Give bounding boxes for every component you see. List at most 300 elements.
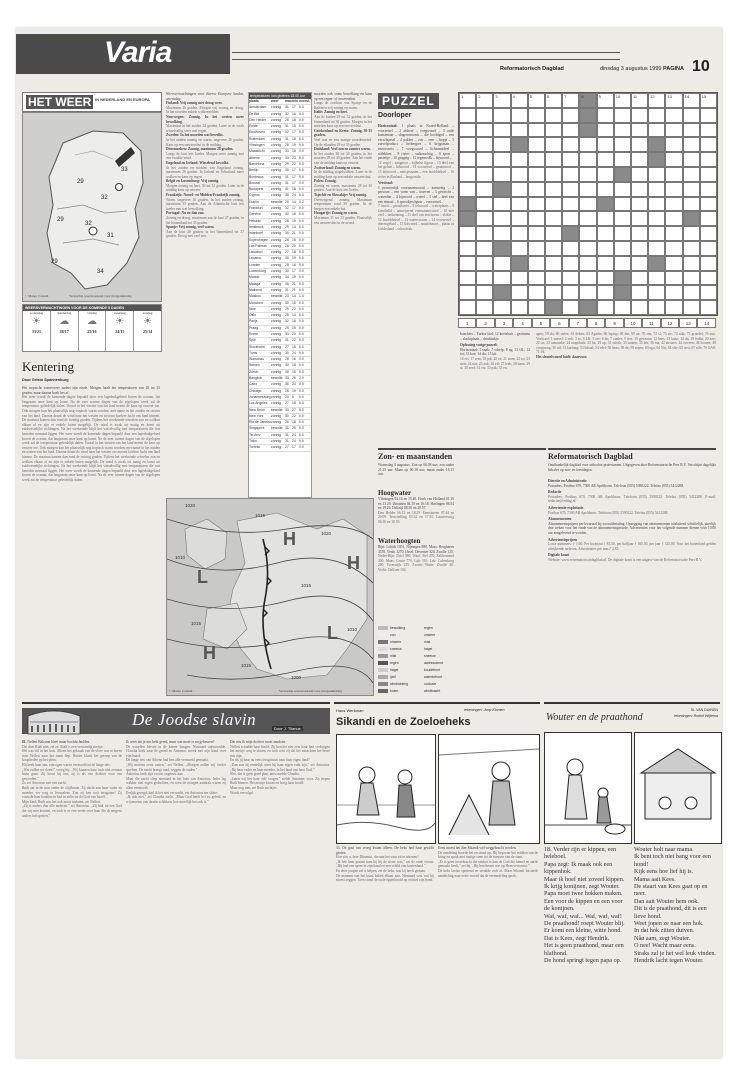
- table-cell: 26: [285, 420, 289, 425]
- table-cell: Praag: [249, 325, 259, 330]
- table-cell: 17: [292, 105, 296, 110]
- legend-value: koudefront: [424, 667, 441, 672]
- legend-label: hagel: [390, 667, 399, 672]
- crossword-cell: [665, 211, 682, 226]
- puzzle-col3: konchets – Turkse titel; 12 koetshuis – gezinnen – slachtplaats – drinkbakje. Oplossing vorige puzzel: Horizontaal: 1 snak; 7 schelp; 8 eg; 11 OL; 12 tot; 13 koe; 14 dis; 15 kit. 16 eis; 17 rem; 18 pal; 20 os; 21 stam; 22 zo; 23 sten; 24 uur; 25 aak; 26 elf; 27 leek; 28 haan; 29 si; 30 zeef; 31 ets; 32 pak; 33 en.: [460, 332, 530, 371]
- crossword-cell: [528, 300, 545, 315]
- table-cell: zonnig: [271, 369, 281, 374]
- crossword-cell: [597, 271, 614, 286]
- solution-cell: 5: [532, 318, 550, 328]
- crossword-cell: [459, 285, 476, 300]
- crossword-cell: [665, 256, 682, 271]
- legend-item: [378, 638, 456, 645]
- crossword-cell: [665, 108, 682, 123]
- table-cell: 0.2: [299, 199, 304, 204]
- table-cell: 33: [285, 407, 289, 412]
- crossword-cell: [614, 285, 631, 300]
- comic1-panel-2: [438, 734, 540, 844]
- comic2-line: Wouter holt naar mama.: [634, 846, 694, 853]
- crossword-cell: [665, 271, 682, 286]
- comic2-panel-2: [634, 732, 722, 844]
- crossword-number: 1: [461, 94, 464, 99]
- puzzle-verticaal-label: Verticaal:: [378, 181, 394, 186]
- table-cell: Malaga: [249, 281, 261, 286]
- crossword-cell: [493, 152, 510, 167]
- table-cell: zonnig: [271, 174, 281, 179]
- table-cell: 31: [285, 338, 289, 343]
- table-cell: Helsinki: [249, 218, 261, 223]
- map-caption: Verwachte weerstoestand voor morgenmiddag: [69, 294, 132, 299]
- table-cell: zonnig: [271, 117, 281, 122]
- table-cell: Budapest: [249, 187, 264, 192]
- table-cell: Barcelona: [249, 161, 265, 166]
- comic1-caption: Hoe ziet u, heer Dhamini, die aan het vuur zit te tekenen?: [336, 855, 419, 860]
- table-cell: zonnig: [271, 344, 281, 349]
- crossword-number: 2: [478, 94, 481, 99]
- crossword-cell: [459, 256, 476, 271]
- puzzle-col3-text: konchets – Turkse titel; 12 koetshuis – gezinnen – slachtplaats – drinkbakje.: [460, 332, 530, 341]
- comic2-line: Dat is Kees, zegt Hendrik.: [544, 934, 610, 942]
- comic2-line: In dat hok zitten duiven.: [634, 927, 695, 935]
- puzzle-col4: apen; 59 do; 60 oolee; 61 deken; 63 Agathe; 66 laptop; 68 the; 69 an; 70 ren; 72 sl; 73 ste; 74 nikt; 75 grondel; 76 sste. Verticaal: 1 snavel; 2 nok; 3 ro; 4 LK; 5 oer; 6 do; 7 cinder; 9 tros; 10 gewezen; 12 hens; 13 kano; 14 du; 19 fedha; 20 arte; 22 on; 23 tamanske; 24 mapsbuik; 25 ba; 29 op; 31 saloth; 33 zaaien; 35 leb; 36 ma; 42 akstavs; 44 eriveen; 46 loonen; 48 oorsprong; 50 nil; 51 karlong; 53 lokaal; 54 edel; 56 beaa; 58 de; 59 sepen; 60 ego; 62 Nir; 64 vlie; 65 treu; 67 nile; 70 OAS; 71 IA. Het sleutelwoord luidt: daarvoor.: [536, 332, 716, 359]
- crossword-cell: [511, 285, 528, 300]
- table-cell: Rome: [249, 331, 259, 336]
- serial-paragraph: En als jij haar nu eens terugstuurt naar haar eigen land?: [230, 758, 310, 763]
- table-cell: 0.0: [299, 445, 304, 450]
- table-cell: zonnig: [271, 363, 281, 368]
- table-cell: 0.0: [299, 262, 304, 267]
- table-cell: 30: [285, 168, 289, 173]
- isobar-label: 1015: [255, 513, 266, 518]
- table-cell: 0.0: [299, 313, 304, 318]
- table-cell: zonnig: [271, 256, 281, 261]
- crossword-cell: [648, 197, 665, 212]
- crossword-cell: [545, 167, 562, 182]
- table-cell: 0.0: [299, 319, 304, 324]
- table-cell: 30: [285, 369, 289, 374]
- serial-paragraph: Nelleri Balonne bleef maar hoofdschudden.: [27, 740, 91, 744]
- crossword-cell: [562, 300, 579, 315]
- comic2-line: Ik krijg konijnen, zegt Wouter.: [544, 883, 620, 891]
- crossword-cell: [562, 197, 579, 212]
- crossword-number: 5: [529, 94, 533, 99]
- serial-col3: Dat zou ik mijn dochter nooit aandoen. Nelleri schudde haar hoofd. Zij kon het niet over haar hart verkrijgen het meisje weg te sturen, en toch wist zij dat het misschien het beste zou zijn. En als jij haar nu eens terugstuurt naar haar eigen land? „Dan zou zij eindelijk weer bij haar eigen volk zijn," zei Antonius. „Bij haar vader en haar moeder, in het land van haar God." Nee, dat is geen goed plan, antwoordde Claudia. „Laten wij het haar zelf vragen," stelde Antonius voor. Zij riepen Ruth binnen. Het meisje kwam en boog haar hoofd. Maar nog niet, zei Ruth zachtjes. Wordt vervolgd.: [230, 740, 330, 795]
- table-cell: 36: [285, 382, 289, 387]
- table-cell: Singapore: [249, 426, 265, 431]
- crossword-cell: [597, 300, 614, 315]
- table-cell: 19: [292, 256, 296, 261]
- crossword-cell: [648, 137, 665, 152]
- zon-maan-title: Zon- en maanstanden: [378, 452, 453, 461]
- crossword-cell: [459, 137, 476, 152]
- rd-section-title: Directie en Administratie: [548, 479, 587, 483]
- table-cell: Dublin: [249, 199, 259, 204]
- table-cell: 0.0: [299, 161, 304, 166]
- table-cell: Tel Aviv: [249, 432, 261, 437]
- table-cell: 0.0: [299, 130, 304, 135]
- comic2-line: O nee! Wacht maar eens.: [634, 942, 696, 950]
- country-item-6: België en Luxemburg: Vrij zonnig.: [166, 179, 220, 184]
- table-cell: zonnig: [271, 420, 281, 425]
- crossword-cell: [528, 137, 545, 152]
- crossword-cell: [700, 271, 717, 286]
- table-cell: 18: [292, 401, 296, 406]
- table-cell: 0.0: [299, 256, 304, 261]
- table-cell: New Delhi: [249, 407, 265, 412]
- sun-icon: ☀: [143, 316, 153, 327]
- table-cell: 0.0: [299, 401, 304, 406]
- crossword-cell: [648, 108, 665, 123]
- table-cell: 14: [292, 199, 296, 204]
- crossword-cell: [648, 93, 665, 108]
- crossword-cell: [476, 226, 493, 241]
- table-cell: 0.0: [299, 224, 304, 229]
- table-cell: 25: [292, 426, 296, 431]
- legend-value: aanhoudend: [424, 660, 443, 665]
- serial-paragraph: Hij keek haar aan, zijn ogen waren vermoeid na de lange reis.: [22, 762, 111, 767]
- crossword-cell: [597, 137, 614, 152]
- crossword-cell: [528, 108, 545, 123]
- table-cell: 21: [292, 281, 296, 286]
- table-cell: Athene: [249, 155, 260, 160]
- legend-label: onweer: [390, 639, 402, 644]
- table-cell: 0.0: [299, 394, 304, 399]
- isobar-label: 1010: [347, 627, 358, 632]
- comic2-line: Waf, waf, waf... Waf, waf, waf!: [544, 912, 622, 920]
- table-cell: 32: [285, 206, 289, 211]
- table-cell: 6: [292, 394, 294, 399]
- table-cell: Cyprus: [249, 193, 260, 198]
- legend-value: onweer: [424, 632, 436, 637]
- table-cell: 30: [285, 212, 289, 217]
- table-cell: bewolkt: [271, 376, 283, 381]
- table-cell: zonnig: [271, 130, 281, 135]
- table-cell: 24: [292, 382, 296, 387]
- country-item-2: Noorwegen: Zonnig. In het westen meer bewolking.: [166, 114, 244, 124]
- rd-info-title: Reformatorisch Dagblad: [548, 452, 633, 461]
- table-cell: 16: [292, 237, 296, 242]
- table-cell: 29: [285, 161, 289, 166]
- crossword-cell: [614, 241, 631, 256]
- legend-label: bewolking: [390, 625, 406, 630]
- crossword-cell: [683, 182, 700, 197]
- table-cell: zonnig: [271, 218, 281, 223]
- table-cell: zonnig: [271, 187, 281, 192]
- crossword-number: 14: [684, 94, 690, 99]
- crossword-cell: [579, 300, 596, 315]
- crossword-cell: [545, 137, 562, 152]
- crossword-cell: [683, 93, 700, 108]
- table-cell: zonnig: [271, 136, 281, 141]
- crossword-cell: [459, 241, 476, 256]
- crossword-number: 13: [667, 94, 672, 99]
- crossword-cell: [562, 137, 579, 152]
- weather-banner-title: HET WEER: [28, 95, 92, 109]
- crossword-cell: [545, 152, 562, 167]
- table-cell: bewolkt: [271, 407, 283, 412]
- table-cell: 24: [292, 439, 296, 444]
- table-cell: 19: [292, 275, 296, 280]
- table-cell: 30: [285, 231, 289, 236]
- table-cell: 16: [292, 357, 296, 362]
- colosseum-icon: [24, 706, 84, 736]
- table-cell: 18: [292, 117, 296, 122]
- serial-paragraph: Maar nog niet, zei Ruth zachtjes.: [230, 785, 278, 790]
- crossword-cell: [511, 226, 528, 241]
- table-cell: 0.0: [299, 306, 304, 311]
- crossword-cell: [700, 167, 717, 182]
- table-cell: 15: [292, 124, 296, 129]
- comic1-caption: 33. De gast van vroeg kwam alleen. De heks had haar gezicht gezien.: [336, 846, 434, 855]
- table-cell: 21: [292, 231, 296, 236]
- table-cell: 32: [285, 111, 289, 116]
- crossword-cell: [614, 123, 631, 138]
- crossword-cell: [528, 285, 545, 300]
- europe-weather-column: Weersverwachtingen voor diverse Europese landen, woensdag Finland: Vrij zonnig met droog weer. Maximum 26 graden. Morgen vrij zonnig en droog. In het noorden enkele wolkenvelden. Noorwegen: Zonnig. In het westen meer bewolking. Maximum in het zuiden 24 graden. Later in de week wisselvallig weer met regen. Zweden: In het noorden wat bewolkt. In het zuiden zonnig en warm, ongeveer 26 graden. Kans op een onweersbui in de middag. Denemarken: Zonnig, maximum 28 graden. Langs de kust iets koeler. Morgen weer zonnig met een zwakke wind. Engeland en Ierland: Wisselend bewolkt. In het zuiden en midden van Engeland zonnig, maximum 26 graden. In Ierland en Schotland meer wolken en kans op regen. België en Luxemburg: Vrij zonnig. Morgen zonnig en heet, 30 tot 32 graden. Later in de middag kans op onweer. Frankrijk: Noord- en Midden-Frankrijk zonnig. Warm, ongeveer 30 graden. In het zuiden zonnig, maximum 35 graden. Aan de Atlantische kust iets koeler met wat bewolking. Portugal: Nu en dan zon. Zonnig en droog, maximum aan de kust 27 graden, in het binnenland tot 35 graden. Spanje: Vrij zonnig, veel warm. Aan de kust 28 graden, in het binnenland tot 37 graden. Droog met veel zon.: [166, 92, 244, 239]
- crossword-cell: [597, 167, 614, 182]
- table-cell: 17: [292, 180, 296, 185]
- crossword-cell: [700, 256, 717, 271]
- table-cell: 31: [285, 105, 289, 110]
- temps-col-header: neersl.: [299, 99, 310, 103]
- comic1-caption: Eerst moest het dier Sikandi wel weggebracht worden.: [438, 846, 517, 850]
- rd-section-title: Advertentieprijzen: [548, 537, 578, 542]
- crossword-cell: [683, 211, 700, 226]
- table-cell: Rotterdam: [249, 136, 265, 141]
- crossword-cell: [665, 300, 682, 315]
- crossword-number: 8: [581, 94, 584, 99]
- legend-item: [378, 645, 456, 652]
- table-cell: 0.0: [299, 432, 304, 437]
- crossword-cell: [631, 211, 648, 226]
- crossword-cell: [631, 137, 648, 152]
- crossword-number: 12: [650, 94, 655, 99]
- crossword-cell: [562, 93, 579, 108]
- table-cell: 0.0: [299, 136, 304, 141]
- rd-body: Abonnementsprijzen per kwartaal bij vooruitbetaling. Opzegging van abonnementen uitsluitend schriftelijk, uiterlijk drie weken voor het einde van de abonnementsperiode. Advertenties voor het volgende nummer dienen vóór 10.00 uur aangeleverd te worden.: [548, 521, 716, 535]
- cloud-icon: ☁: [86, 316, 97, 327]
- comic1-text-col1: 33. De gast van vroeg kwam alleen. De heks had haar gezicht gezien. Hoe ziet u, heer Dhamini, die aan het vuur zit te tekenen? „Ik heb hem gezien toen hij bij de rivier was," zei de oude vrouw. „Hij had een speer in zijn hand en een schild van koeienhuid." En deze jongen zal u helpen, zei de heks, wat hij heeft gedaan. De mannen van het kraal keken elkaar aan. Niemand wist wat hij moest zeggen. Toen stond de oude opperhoofd op en hief zijn hand.: [336, 846, 434, 883]
- crossword-cell: [700, 211, 717, 226]
- serial-paragraph: Nee, dat is geen goed plan, antwoordde Claudia.: [230, 772, 300, 777]
- table-cell: 0.0: [299, 250, 304, 255]
- crossword-cell: [476, 256, 493, 271]
- crossword-cell: [562, 271, 579, 286]
- comic1-panel-1: [336, 734, 436, 844]
- table-cell: zonnig: [271, 319, 281, 324]
- country-item-3: Zweden: In het noorden wat bewolkt.: [166, 133, 224, 138]
- table-cell: 33: [285, 376, 289, 381]
- crossword-cell: [476, 197, 493, 212]
- crossword-cell: [665, 152, 682, 167]
- crossword-cell: [511, 152, 528, 167]
- table-cell: 24: [292, 350, 296, 355]
- temps-col-header: max: [285, 99, 292, 103]
- pressure-high-3: H: [203, 643, 216, 663]
- masthead-paper: Reformatorisch Dagblad: [500, 66, 564, 72]
- table-cell: zonnig: [271, 350, 281, 355]
- table-cell: Genève: [249, 212, 261, 217]
- table-cell: bewolkt: [271, 294, 283, 299]
- weather-text-3: Griekenland en Kreta: Zonnig, 30-35 graden.: [314, 128, 372, 138]
- table-cell: 23: [285, 294, 289, 299]
- table-cell: 27: [285, 445, 289, 450]
- serial-story: [22, 702, 330, 1052]
- rd-info-intro: Onafhankelijk dagblad voor orthodox-protestanten. Uitgegeven door Reformatorische Pers B.V. Verschijnt dagelijks behalve op zon- en feestdagen.: [548, 463, 716, 472]
- crossword-cell: [631, 226, 648, 241]
- table-cell: zonnig: [271, 262, 281, 267]
- section-title: Varia: [104, 36, 172, 69]
- crossword-cell: [648, 167, 665, 182]
- legend-swatch: [378, 633, 388, 637]
- country-item-7: Frankrijk: Noord- en Midden-Frankrijk zonnig.: [166, 193, 241, 198]
- comic2-line: Dit is de praathond, dit is een lieve hond.: [634, 905, 707, 920]
- crossword-cell: [700, 226, 717, 241]
- crossword-cell: [562, 285, 579, 300]
- crossword-cell: [511, 108, 528, 123]
- map-credit: © Meteo Consult: [25, 294, 49, 299]
- table-cell: 31: [285, 426, 289, 431]
- table-cell: 0.0: [299, 218, 304, 223]
- table-cell: 27: [285, 250, 289, 255]
- table-cell: 15: [292, 218, 296, 223]
- forecast-day-4: [106, 311, 134, 351]
- legend-value: sneeuw: [424, 653, 436, 658]
- crossword-cell: [614, 226, 631, 241]
- table-cell: 28: [285, 357, 289, 362]
- comic2-line: Weet jopen ze naar een hok.: [634, 920, 704, 928]
- comic2-line: De hond springt tegen papa op.: [544, 957, 622, 965]
- crossword-cell: [511, 93, 528, 108]
- comic2-panel-1: [544, 732, 632, 844]
- crossword-cell: [493, 271, 510, 286]
- crossword-cell: [700, 93, 717, 108]
- serial-paragraph: De lange reis van Athene had hen alle vermoeid gemaakt.: [126, 758, 209, 763]
- solution-cell: 12: [661, 318, 679, 328]
- table-cell: 0.0: [299, 350, 304, 355]
- table-cell: 18: [292, 319, 296, 324]
- table-cell: zonnig: [271, 306, 281, 311]
- serial-paragraph: Dat zou ik mijn dochter nooit aandoen.: [230, 740, 287, 744]
- table-cell: zonnig: [271, 313, 281, 318]
- table-cell: Mallorca: [249, 287, 262, 292]
- isobar-label: 1015: [301, 583, 312, 588]
- legend-label: windrichting: [390, 681, 408, 686]
- serial-col1: 81. Nelleri Balonne bleef maar hoofdschudden. Dat doet Ruth niet, zei ze. Ruth is een verstandig meisje. Het was stil in het huis. Alleen het gekraak van de vloer was te horen toen Nelleri naar het raam liep. Buiten klonk het geroep van de kooplieden op het plein. Hij keek haar aan, zijn ogen waren vermoeid na de lange reis. „Wat zullen we doen?" vroeg hij. „Wij kunnen haar toch niet zomaar laten gaan. Zij hoort bij ons, zij is als een dochter voor ons geworden." Zo zei Antonius met een zucht. Ruth zat in de tuin onder de olijfboom. Zij dacht aan haar vader en moeder, ver weg in Jeruzalem. Zou zij hen ooit terugzien? Zij vouwde haar handen en bad in stilte tot de God van Israël. Mijn kind, Ruth zou het ook nooit toelaten, zei Nelleri. „Zij is anders dan alle anderen," zei Antonius. „Zij bidt tot een God die wij niet kennen, en toch is er een vrede over haar die ik nergens anders heb gezien.": [22, 740, 122, 818]
- crossword-cell: [631, 300, 648, 315]
- table-cell: zonnig: [271, 237, 281, 242]
- serial-paragraph: Mijn kind, Ruth zou het ook nooit toelaten, zei Nelleri.: [22, 799, 102, 804]
- pressure-low-1: L: [197, 567, 208, 587]
- rd-section-title: Redactie: [548, 490, 562, 495]
- crossword-cell: [579, 211, 596, 226]
- crossword-cell: [700, 123, 717, 138]
- crossword-cell: [459, 197, 476, 212]
- weather-text-6: Polen: Zonnig.: [314, 179, 337, 184]
- crossword-cell: [511, 256, 528, 271]
- crossword-number: 11: [633, 94, 638, 99]
- table-cell: zonnig: [271, 105, 281, 110]
- country-item-5: Engeland en Ierland: Wisselend bewolkt.: [166, 160, 229, 165]
- crossword-cell: [493, 300, 510, 315]
- netherlands-map: [22, 112, 162, 302]
- temps-title: temperaturen van gisteren 18.00 uur: [249, 93, 311, 99]
- table-cell: 16: [292, 369, 296, 374]
- table-cell: 26: [292, 376, 296, 381]
- table-cell: zonnig: [271, 206, 281, 211]
- table-cell: Parijs: [249, 319, 258, 324]
- legend-value: windkracht: [424, 688, 441, 693]
- table-cell: 0.0: [299, 344, 304, 349]
- legend-swatch: [378, 626, 388, 630]
- table-cell: 33: [285, 149, 289, 154]
- table-cell: Tokio: [249, 439, 257, 444]
- table-cell: 18: [292, 420, 296, 425]
- zon-maan-section: [378, 448, 546, 605]
- table-cell: zonnig: [271, 325, 281, 330]
- table-cell: 22: [292, 306, 296, 311]
- forecast-header: WEERSVERWACHTINGEN VOOR DE KOMENDE 5 DAGEN: [23, 305, 161, 311]
- crossword-number: 9: [598, 94, 601, 99]
- country-item-1: Finland: Vrij zonnig met droog weer.: [166, 101, 223, 106]
- legend-item: [378, 680, 456, 687]
- table-cell: Toronto: [249, 445, 261, 450]
- isobar-label: 1020: [321, 531, 332, 536]
- table-cell: bewolkt: [271, 426, 283, 431]
- country-item-9: Spanje: Vrij zonnig, veel warm.: [166, 225, 215, 230]
- table-cell: 0.0: [299, 287, 304, 292]
- crossword-cell: [579, 123, 596, 138]
- crossword-cell: [597, 152, 614, 167]
- table-cell: zonnig: [271, 394, 281, 399]
- legend-item: [378, 652, 456, 659]
- comic2-line: Dan aait Wouter hem ook.: [634, 897, 699, 905]
- puzzle-clues: Horizontaal: 1 plaats in Noord-Holland – voorzetsel – 2 afdreef – voegwoord – 3 oude kunstenaar – slagroomwerk – die hoofdgod – een verschijnsel – 4 pakket – zoo – zeer – kopje – 5 zuivelproduct – herbergier – 6 krijgsman – enzovoorts – 7 voegwoord – lichaamsdeel – uitlekken – 8 rivier – suikerachtig – 9 sport – pasteitje – 10 grappig – 11 regenwolk – bijwoord... 12 vogel – zangnoot – bijbelse figuur – 13 deel van het gelaat – lidwoord – 14 voorzetsel – graansoort – 15 bijwoord – meisjesnaam – een hoofddeksel – 16 rivier in Rusland – bergweide. Verticaal: 1 persoonlijk voornaamwoord – aanwezig – 2 persoon – een vorm van – troeven – 3 gewricht – waterdier – 4 bijwoord – wreed – 5 stel – deel van een etmaal – 6 sprookjesfiguur – voorzetsel... 7 insect – grondsoort – 8 telwoord – waterplaats – 9 familielid – aanwijzend voornaamwoord – 10 niet veel – ontkenning – 11 deel van een boom – vlakte – 12 hoofddeksel – 13 waterstroom – 14 voorzetsel – dierengeluid – 15 lidwoord – muzieknoot – plaats in Gelderland – schoolvak.: [378, 124, 454, 232]
- table-cell: 0.0: [299, 388, 304, 393]
- crossword-cell: [683, 226, 700, 241]
- crossword-cell: [631, 167, 648, 182]
- comic-sikandi: [334, 702, 540, 1052]
- comic2-line: Papa moet twee hokken maken.: [544, 890, 623, 898]
- crossword-cell: [511, 197, 528, 212]
- table-cell: 33: [285, 331, 289, 336]
- table-cell: Split: [249, 338, 256, 343]
- table-cell: Londen: [249, 262, 261, 267]
- table-cell: zonnig: [271, 357, 281, 362]
- crossword-cell: [648, 285, 665, 300]
- masthead-page-label: PAGINA: [663, 66, 684, 72]
- table-cell: 0.0: [299, 281, 304, 286]
- table-cell: Madrid: [249, 275, 260, 280]
- forecast-day-5: [134, 311, 161, 351]
- europe-map: [166, 498, 374, 696]
- crossword-cell: [631, 241, 648, 256]
- puzzle-subtitle: Doorloper: [378, 112, 412, 119]
- table-cell: bewolkt: [271, 199, 283, 204]
- table-cell: 29: [285, 325, 289, 330]
- table-cell: 20: [285, 199, 289, 204]
- table-cell: Locarno: [249, 256, 262, 261]
- crossword-number: 3: [495, 94, 498, 99]
- solution-cell: 13: [679, 318, 697, 328]
- table-cell: 30: [285, 413, 289, 418]
- comic1-caption: En deze jongen zal u helpen, zei de heks, wat hij heeft gedaan.: [336, 868, 426, 873]
- crossword-cell: [614, 137, 631, 152]
- weather-banner-sub: IN NEDERLAND EN EUROPA: [95, 97, 150, 102]
- comic1-drawing-1: [337, 735, 435, 843]
- crossword-cell: [476, 285, 493, 300]
- table-cell: Chicago: [249, 388, 262, 393]
